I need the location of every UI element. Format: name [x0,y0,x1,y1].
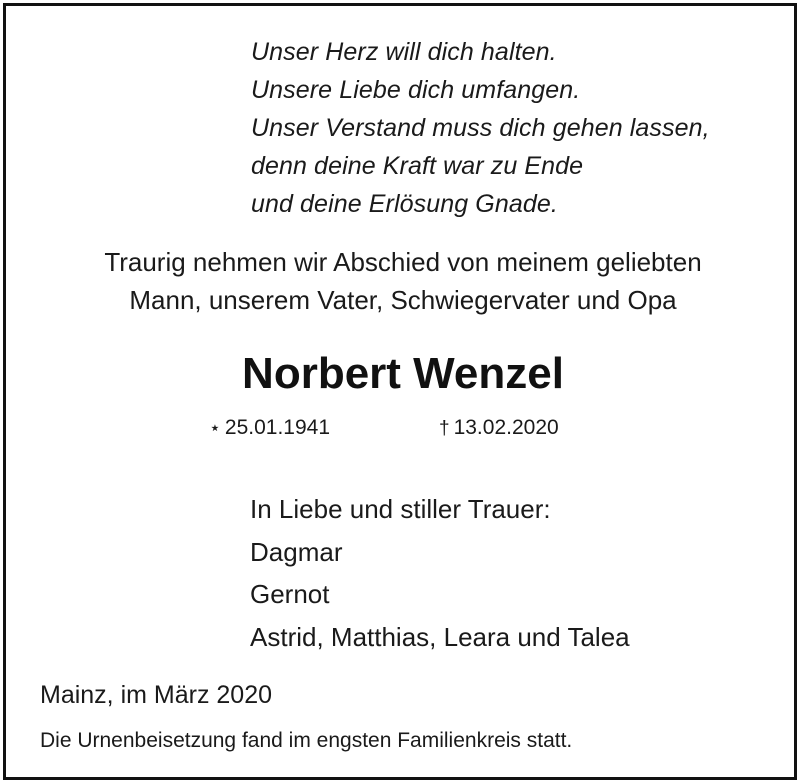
poem-line: Unser Verstand muss dich gehen lassen, [251,114,710,142]
mourner-name: Dagmar [250,536,343,567]
poem-line: Unser Herz will dich halten. [251,38,557,66]
mourners-heading: In Liebe und stiller Trauer: [250,494,551,524]
memorial-poem [251,33,710,223]
birth-star-icon: ⋆ [209,418,221,439]
birth-date [209,413,330,444]
death-cross-icon: † [439,418,450,439]
mourners-block [250,488,630,658]
birth-date-value: 25.01.1941 [224,416,331,439]
intro-line: Mann, unserem Vater, Schwiegervater und Opa [129,285,677,315]
poem-line: Unsere Liebe dich umfangen. [251,76,581,104]
poem-line: denn deine Kraft war zu Ende [251,152,584,180]
death-date [439,413,559,444]
intro-line: Traurig nehmen wir Abschied von meinem geliebten [104,247,702,277]
death-date-value: 13.02.2020 [453,416,559,439]
deceased-name: Norbert Wenzel [242,349,564,398]
place-and-date: Mainz, im März 2020 [40,681,273,709]
obituary-notice [3,3,797,780]
mourner-name: Gernot [250,579,330,609]
mourner-name: Astrid, Matthias, Leara und Talea [250,621,630,652]
poem-line: und deine Erlösung Gnade. [251,190,558,218]
burial-note: Die Urnenbeisetzung fand im engsten Familienkreis statt. [40,729,573,752]
farewell-intro [6,243,800,319]
